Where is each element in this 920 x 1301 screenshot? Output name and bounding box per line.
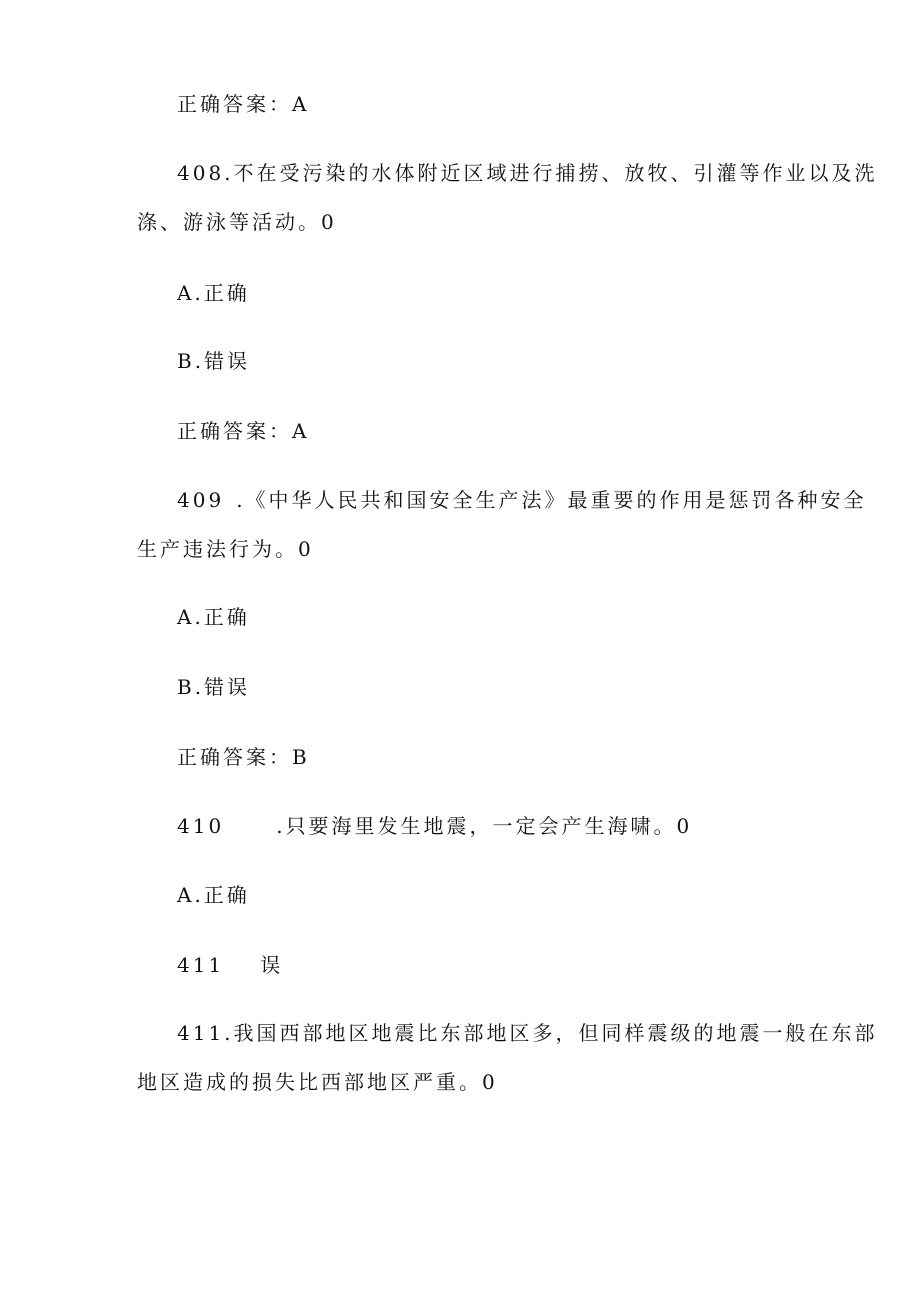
question-408-line2: 涤、游泳等活动。0 <box>137 210 337 234</box>
answer-408: 正确答案：A <box>177 419 310 443</box>
answer-409: 正确答案：B <box>177 745 310 769</box>
option-b-409: B.错误 <box>177 675 251 699</box>
question-411-line2: 地区造成的损失比西部地区严重。0 <box>137 1070 498 1094</box>
fragment-411-number: 411 <box>177 953 225 977</box>
question-409-line1 <box>177 487 867 513</box>
question-408-line1: 408.不在受污染的水体附近区域进行捕捞、放牧、引灌等作业以及洗 <box>177 161 878 185</box>
option-a-410: A.正确 <box>177 883 250 907</box>
question-410-text: .只要海里发生地震，一定会产生海啸。0 <box>276 814 693 838</box>
question-410 <box>177 813 692 839</box>
question-409-number: 409 <box>177 488 225 512</box>
answer-407: 正确答案：A <box>177 92 310 116</box>
question-409-text: .《中华人民共和国安全生产法》最重要的作用是惩罚各种安全 <box>236 488 867 512</box>
question-411-line1: 411.我国西部地区地震比东部地区多，但同样震级的地震一般在东部 <box>177 1021 878 1045</box>
option-a-408: A.正确 <box>177 281 250 305</box>
option-a-409: A.正确 <box>177 605 250 629</box>
question-410-number: 410 <box>177 814 225 838</box>
fragment-411 <box>177 952 283 978</box>
question-409-line2: 生产违法行为。0 <box>137 537 314 561</box>
fragment-411-text: 误 <box>260 953 284 977</box>
option-b-408: B.错误 <box>177 349 251 373</box>
